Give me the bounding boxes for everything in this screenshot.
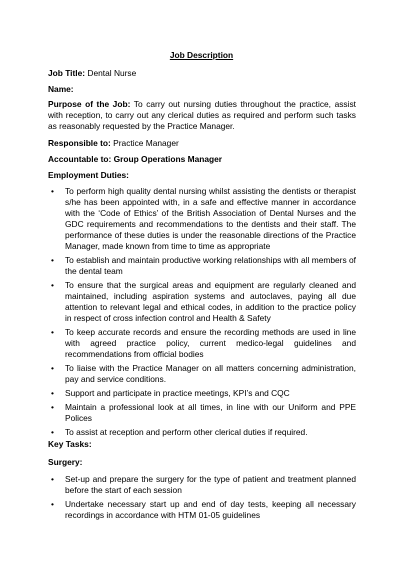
responsible-value: Practice Manager [113,138,179,148]
name-label: Name: [48,84,74,94]
surgery-list [48,474,356,524]
bullet-icon: • [51,327,54,337]
employment-duties-list [48,186,356,441]
list-item: • Maintain a professional look at all times, in line with our Uniform and PPE Polices [51,402,356,423]
bullet-icon: • [51,280,54,290]
page-title: Job Description [169,50,234,60]
accountable-line [48,154,222,165]
bullet-icon: • [51,363,54,373]
list-item: • To establish and maintain productive working relationships with all members of the dental team [51,255,356,276]
key-tasks-heading: Key Tasks: [48,439,92,449]
purpose-paragraph [48,99,356,132]
list-item: • To perform high quality dental nursing whilst assisting the dentists or therapist s/he has been appointed with, in a safe and effective manner in accordance with the ‘Code of Ethics’ of the British Association of Dental Nurses and the GDC requirements and recommendations to the dentists and their staff. The performance of these duties is under the reasonable directions of the Practice Manager, made known from time to time as appropriate [51,186,356,251]
responsible-label: Responsible to: [48,138,111,148]
list-item: • To ensure that the surgical areas and equipment are regularly cleaned and maintained, including aspiration systems and autoclaves, paying all due attention to relevant legal and ethical codes, in addition to the practice policy in respect of cross infection control and Health & Safety [51,280,356,323]
list-item: • Undertake necessary start up and end of day tests, keeping all necessary recordings in accordance with HTM 01-05 guidelines [51,499,356,520]
list-item: • Set-up and prepare the surgery for the type of patient and treatment planned before the start of each session [51,474,356,495]
list-item: • To keep accurate records and ensure the recording methods are used in line with agreed practice policy, current medico-legal guidelines and recommendations from official bodies [51,327,356,359]
purpose-tail: Practice Manager. [167,121,235,131]
list-item: • Support and participate in practice meetings, KPI’s and CQC [51,388,290,398]
bullet-icon: • [51,186,54,196]
bullet-icon: • [51,255,54,265]
job-title-value: Dental Nurse [87,68,137,78]
employment-duties-heading: Employment Duties: [48,170,129,180]
surgery-heading: Surgery: [48,457,83,467]
bullet-icon: • [51,499,54,509]
purpose-text: To carry out nursing duties throughout the practice, assist with reception, to carry out any clerical duties as required and perform such tasks as reasonably requested by the [48,99,356,131]
accountable-value: Group Operations Manager [113,154,223,164]
bullet-icon: • [51,402,54,412]
bullet-icon: • [51,474,54,484]
job-title-line [48,68,136,79]
job-title-label: Job Title: [48,68,86,78]
list-item: • To assist at reception and perform other clerical duties if required. [51,427,308,437]
bullet-icon: • [51,388,54,398]
responsible-line [48,138,179,149]
purpose-label: Purpose of the Job: [48,99,131,109]
list-item: • To liaise with the Practice Manager on all matters concerning administration, pay and service conditions. [51,363,356,384]
accountable-label: Accountable to: [48,154,112,164]
bullet-icon: • [51,427,54,437]
